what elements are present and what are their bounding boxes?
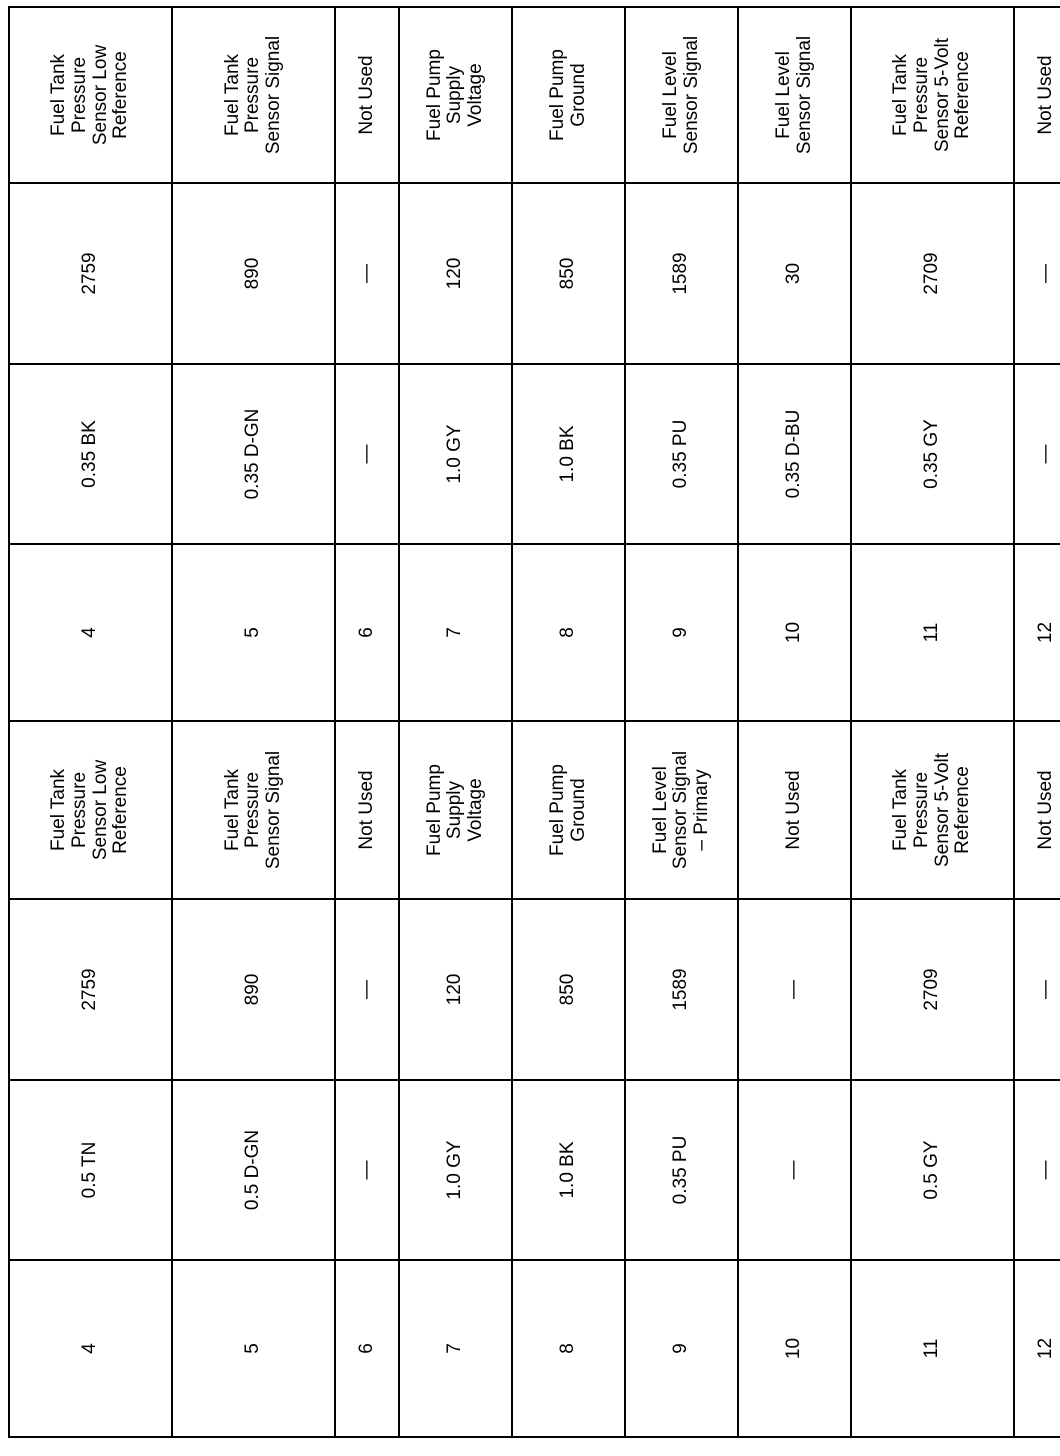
wire-color-cell: — (738, 1080, 851, 1260)
function-cell: Fuel Level Sensor Signal – Primary (625, 721, 738, 899)
circuit-number-cell: 2709 (851, 899, 1014, 1080)
function-cell: Fuel Level Sensor Signal (625, 7, 738, 183)
wire-color-cell: 1.0 BK (512, 364, 625, 544)
wire-color-cell: 0.35 GY (851, 364, 1014, 544)
pin-cell: 4 (9, 544, 172, 721)
function-cell: Fuel Tank Pressure Sensor Low Reference (9, 721, 172, 899)
pin-cell: 7 (399, 544, 512, 721)
wire-color-cell: 0.35 D-GN (172, 364, 335, 544)
pin-cell: 12 (1014, 544, 1060, 721)
wire-color-cell: 0.35 D-BU (738, 364, 851, 544)
table-row (1014, 7, 1060, 1437)
circuit-number-cell: 1589 (625, 899, 738, 1080)
pin-cell: 6 (335, 1260, 399, 1437)
wire-color-cell: — (335, 1080, 399, 1260)
function-cell: Fuel Pump Ground (512, 7, 625, 183)
circuit-number-cell: 1589 (625, 183, 738, 364)
circuit-number-cell: — (335, 899, 399, 1080)
wire-color-cell: 0.35 PU (625, 1080, 738, 1260)
circuit-number-cell: — (1014, 899, 1060, 1080)
circuit-number-cell: 890 (172, 183, 335, 364)
pin-cell: 7 (399, 1260, 512, 1437)
pin-cell: 9 (625, 1260, 738, 1437)
circuit-number-cell: 120 (399, 183, 512, 364)
pinout-table-body (9, 7, 1060, 1437)
function-cell: Fuel Tank Pressure Sensor Low Reference (9, 7, 172, 183)
circuit-number-cell: 2759 (9, 183, 172, 364)
function-cell: Fuel Pump Supply Voltage (399, 7, 512, 183)
function-cell: Not Used (1014, 721, 1060, 899)
table-row (512, 7, 625, 1437)
circuit-number-cell: — (738, 899, 851, 1080)
table-row (9, 7, 172, 1437)
function-cell: Not Used (738, 721, 851, 899)
wire-color-cell: 1.0 BK (512, 1080, 625, 1260)
circuit-number-cell: 2759 (9, 899, 172, 1080)
pin-cell: 8 (512, 1260, 625, 1437)
pin-cell: 11 (851, 1260, 1014, 1437)
function-cell: Fuel Pump Supply Voltage (399, 721, 512, 899)
connector-pinout-table (8, 6, 1060, 1438)
function-cell: Fuel Pump Ground (512, 721, 625, 899)
circuit-number-cell: — (335, 183, 399, 364)
function-cell: Fuel Tank Pressure Sensor 5-Volt Reference (851, 7, 1014, 183)
pin-cell: 12 (1014, 1260, 1060, 1437)
table-row (399, 7, 512, 1437)
circuit-number-cell: 2709 (851, 183, 1014, 364)
pin-cell: 11 (851, 544, 1014, 721)
pin-cell: 6 (335, 544, 399, 721)
function-cell: Not Used (335, 721, 399, 899)
pin-cell: 5 (172, 1260, 335, 1437)
circuit-number-cell: 120 (399, 899, 512, 1080)
wire-color-cell: 0.5 GY (851, 1080, 1014, 1260)
wire-color-cell: 0.5 TN (9, 1080, 172, 1260)
wire-color-cell: 0.35 BK (9, 364, 172, 544)
circuit-number-cell: 30 (738, 183, 851, 364)
function-cell: Not Used (1014, 7, 1060, 183)
pin-cell: 10 (738, 1260, 851, 1437)
table-row (172, 7, 335, 1437)
function-cell: Not Used (335, 7, 399, 183)
rotated-table-container (8, 8, 1056, 1438)
table-row (851, 7, 1014, 1437)
circuit-number-cell: 850 (512, 183, 625, 364)
wire-color-cell: 1.0 GY (399, 1080, 512, 1260)
table-row (335, 7, 399, 1437)
circuit-number-cell: — (1014, 183, 1060, 364)
function-cell: Fuel Tank Pressure Sensor Signal (172, 7, 335, 183)
pin-cell: 9 (625, 544, 738, 721)
wire-color-cell: 1.0 GY (399, 364, 512, 544)
function-cell: Fuel Level Sensor Signal (738, 7, 851, 183)
circuit-number-cell: 890 (172, 899, 335, 1080)
function-cell: Fuel Tank Pressure Sensor Signal (172, 721, 335, 899)
wire-color-cell: 0.5 D-GN (172, 1080, 335, 1260)
wire-color-cell: 0.35 PU (625, 364, 738, 544)
wire-color-cell: — (335, 364, 399, 544)
wire-color-cell: — (1014, 364, 1060, 544)
circuit-number-cell: 850 (512, 899, 625, 1080)
pin-cell: 10 (738, 544, 851, 721)
pin-cell: 4 (9, 1260, 172, 1437)
function-cell: Fuel Tank Pressure Sensor 5-Volt Reference (851, 721, 1014, 899)
table-row (738, 7, 851, 1437)
wire-color-cell: — (1014, 1080, 1060, 1260)
pin-cell: 8 (512, 544, 625, 721)
pin-cell: 5 (172, 544, 335, 721)
table-row (625, 7, 738, 1437)
